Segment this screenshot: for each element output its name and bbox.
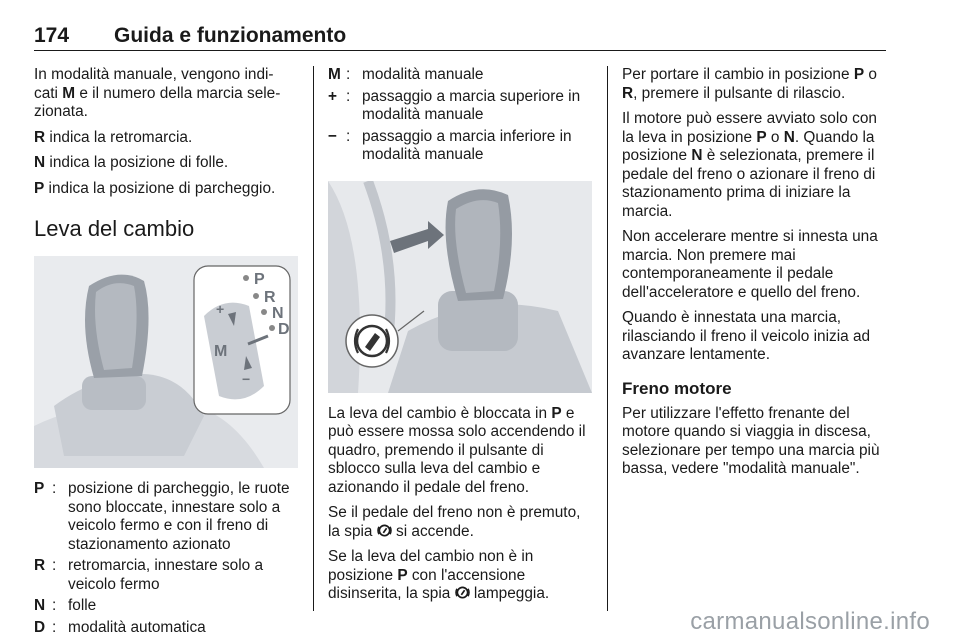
intro-text-d: zionata. [34, 103, 88, 120]
brake-warning-icon [377, 523, 392, 538]
def-sep: : [346, 87, 351, 105]
def-sep: : [52, 597, 57, 614]
release-text-a: Per portare il cambio in posizione [622, 66, 854, 83]
figure-label-p: P [254, 271, 265, 288]
column-2 [328, 66, 592, 611]
def-desc: posizione di parcheggio, le ruote sono bloccate, innestare solo a veicolo fermo e con il freno di stazionamento azionato [68, 480, 290, 553]
def-row [328, 66, 592, 85]
def-desc: modalità manuale [362, 66, 484, 83]
def-sep: : [346, 127, 351, 145]
section-heading-leva: Leva del cambio [34, 216, 195, 241]
def-term: + [328, 87, 337, 105]
lock-paragraph [328, 405, 592, 498]
n-paragraph [34, 154, 300, 173]
def-desc: passaggio a marcia superiore in modalità manuale [362, 87, 581, 123]
def-row [34, 480, 300, 554]
def-sep: : [346, 66, 351, 83]
definition-list-2 [328, 66, 592, 165]
lever-text-b: con l'accensione disinserita, la spia [328, 566, 526, 602]
intro-paragraph [34, 66, 300, 122]
def-row [34, 619, 300, 638]
r-paragraph [34, 129, 300, 148]
section-heading-freno-motore: Freno motore [622, 378, 732, 398]
def-sep: : [52, 618, 57, 636]
figure-label-d: D [278, 321, 290, 338]
p-letter: P [34, 179, 45, 197]
def-row [34, 597, 300, 616]
page-title: Guida e funzionamento [114, 24, 347, 47]
accel-paragraph: Non accelerare mentre si innesta una marcia. Non premere mai contemporaneamente il pedale dell'acceleratore e quello del freno. [622, 228, 878, 301]
start-n-letter-2: N [691, 147, 703, 164]
lever-paragraph [328, 548, 592, 604]
def-term: R [34, 557, 46, 574]
figure-label-m: M [214, 343, 228, 360]
def-term: M [328, 66, 341, 83]
start-paragraph [622, 110, 888, 221]
lock-text-b: e può essere mossa solo accendendo il quadro, premendo il pulsante di sblocco sulla leva del cambio e azionando il pedale del freno. [328, 404, 586, 496]
start-n-letter: N [783, 128, 795, 146]
definition-list-1 [34, 480, 300, 637]
lever-text-end: lampeggia. [469, 585, 550, 602]
def-desc: retromarcia, innestare solo a veicolo fermo [68, 557, 264, 593]
release-brake-paragraph: Quando è innestata una marcia, rilasciando il freno il veicolo inizia ad avanzare lentamente. [622, 309, 871, 363]
lock-p-letter: P [551, 404, 562, 422]
r-letter: R [34, 128, 46, 146]
start-text-c: è selezionata, premere il pedale del freno o azionare il freno di stazionamento prima di iniziare la marcia. [622, 147, 876, 220]
intro-text-a: In modalità manuale, vengono indi- [34, 66, 274, 83]
column-divider [607, 66, 608, 611]
start-text-a: Il motore può essere avviato solo con la leva in posizione [622, 110, 877, 146]
release-text-b: , premere il pulsante di rilascio. [633, 84, 846, 102]
def-row [328, 88, 592, 125]
figure-label-minus: − [242, 371, 251, 387]
column-1 [34, 66, 300, 640]
brake-text: Se il pedale del freno non è premuto, la spia [328, 504, 581, 540]
def-sep: : [52, 557, 57, 574]
column-divider [313, 66, 314, 611]
figure-label-plus: + [216, 301, 225, 317]
start-or: o [766, 128, 784, 146]
figure-label-r: R [264, 289, 276, 306]
n-text: indica la posizione di folle. [45, 154, 229, 171]
release-or: o [864, 66, 877, 83]
figure-label-n: N [272, 305, 284, 322]
def-desc: modalità automatica [68, 618, 206, 636]
brake-text-end: si accende. [391, 522, 474, 540]
def-term: N [34, 597, 46, 614]
p-paragraph [34, 180, 300, 199]
p-text: indica la posizione di parcheggio. [44, 179, 276, 197]
r-text: indica la retromarcia. [45, 128, 193, 146]
brake-paragraph [328, 504, 592, 541]
intro-text-c: e il numero della marcia sele- [75, 84, 281, 102]
column-3 [622, 66, 888, 486]
brake-warning-icon [455, 585, 470, 600]
gear-lever-unlock-figure [328, 181, 592, 393]
def-term: D [34, 618, 46, 636]
start-text-b: . Quando la posizione [622, 128, 875, 164]
def-term: P [34, 480, 45, 497]
lever-p-letter: P [397, 566, 408, 584]
release-paragraph [622, 66, 888, 103]
start-p-letter: P [756, 128, 767, 146]
n-letter: N [34, 154, 46, 171]
def-desc: passaggio a marcia inferiore in modalità manuale [362, 127, 572, 163]
page-number: 174 [34, 24, 70, 47]
gear-lever-figure [34, 256, 298, 468]
lever-text-a: Se la leva del cambio non è in posizione [328, 548, 534, 584]
def-row [34, 557, 300, 594]
watermark: carmanualsonline.info [690, 608, 930, 635]
def-row [328, 128, 592, 165]
release-r-letter: R [622, 84, 634, 102]
engine-brake-paragraph: Per utilizzare l'effetto frenante del motore quando si viaggia in discesa, selezionare per tempo una marcia più bassa, vedere "modalità manuale". [622, 404, 880, 477]
page-header [34, 24, 886, 51]
intro-m-letter: M [62, 84, 76, 102]
def-desc: folle [68, 597, 97, 614]
lock-text-a: La leva del cambio è bloccata in [328, 404, 552, 422]
intro-text-b: cati [34, 84, 63, 102]
release-p-letter: P [853, 66, 865, 83]
def-sep: : [52, 480, 57, 497]
def-term: − [328, 127, 337, 145]
